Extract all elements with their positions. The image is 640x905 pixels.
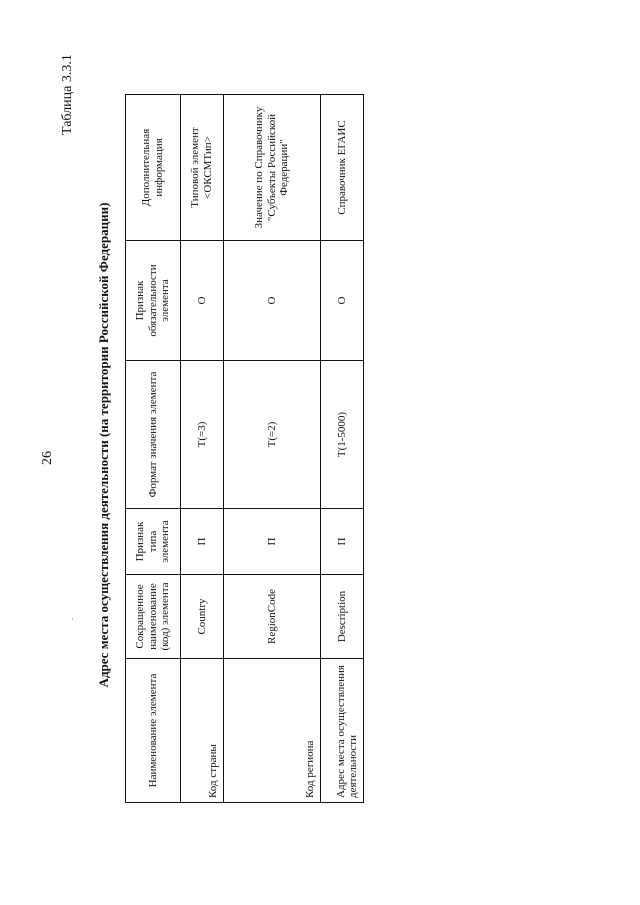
page-number: 26: [40, 451, 55, 465]
header-cell-type: Признак типа элемента: [126, 509, 181, 575]
cell-code: RegionCode: [224, 575, 321, 659]
table-row: [224, 95, 321, 803]
cell-name: Адрес места осуществления деятельности: [321, 659, 364, 803]
header-cell-required: Признак обязательности элемента: [126, 241, 181, 361]
cell-format: T(=3): [181, 361, 224, 509]
cell-type: П: [224, 509, 321, 575]
cell-name: Код страны: [181, 659, 224, 803]
table-row: [181, 95, 224, 803]
element-spec-table: [125, 94, 364, 803]
cell-info: Типовой элемент <ОКСМТип>: [181, 95, 224, 241]
header-cell-name: Наименование элемента: [126, 659, 181, 803]
table-title: Адрес места осуществления деятельности (на территории Российской Федерации): [96, 202, 111, 688]
cell-info: Справочник ЕГАИС: [321, 95, 364, 241]
header-cell-info: Дополнительная информация: [126, 95, 181, 241]
header-cell-format: Формат значения элемента: [126, 361, 181, 509]
cell-code: Description: [321, 575, 364, 659]
cell-name: Код региона: [224, 659, 321, 803]
cell-required: О: [224, 241, 321, 361]
header-cell-code: Сокращенное наименование (код) элемента: [126, 575, 181, 659]
cell-type: П: [181, 509, 224, 575]
table-row: [321, 95, 364, 803]
table-label: Таблица 3.3.1: [60, 54, 75, 135]
table-header-row: [126, 95, 181, 803]
cell-format: T(=2): [224, 361, 321, 509]
cell-required: О: [181, 241, 224, 361]
cell-type: П: [321, 509, 364, 575]
cell-info: Значение по Справочнику "Субъекты Российской Федерации": [224, 95, 321, 241]
cell-format: T(1-5000): [321, 361, 364, 509]
cell-required: О: [321, 241, 364, 361]
stray-mark: .: [66, 618, 75, 620]
cell-code: Country: [181, 575, 224, 659]
